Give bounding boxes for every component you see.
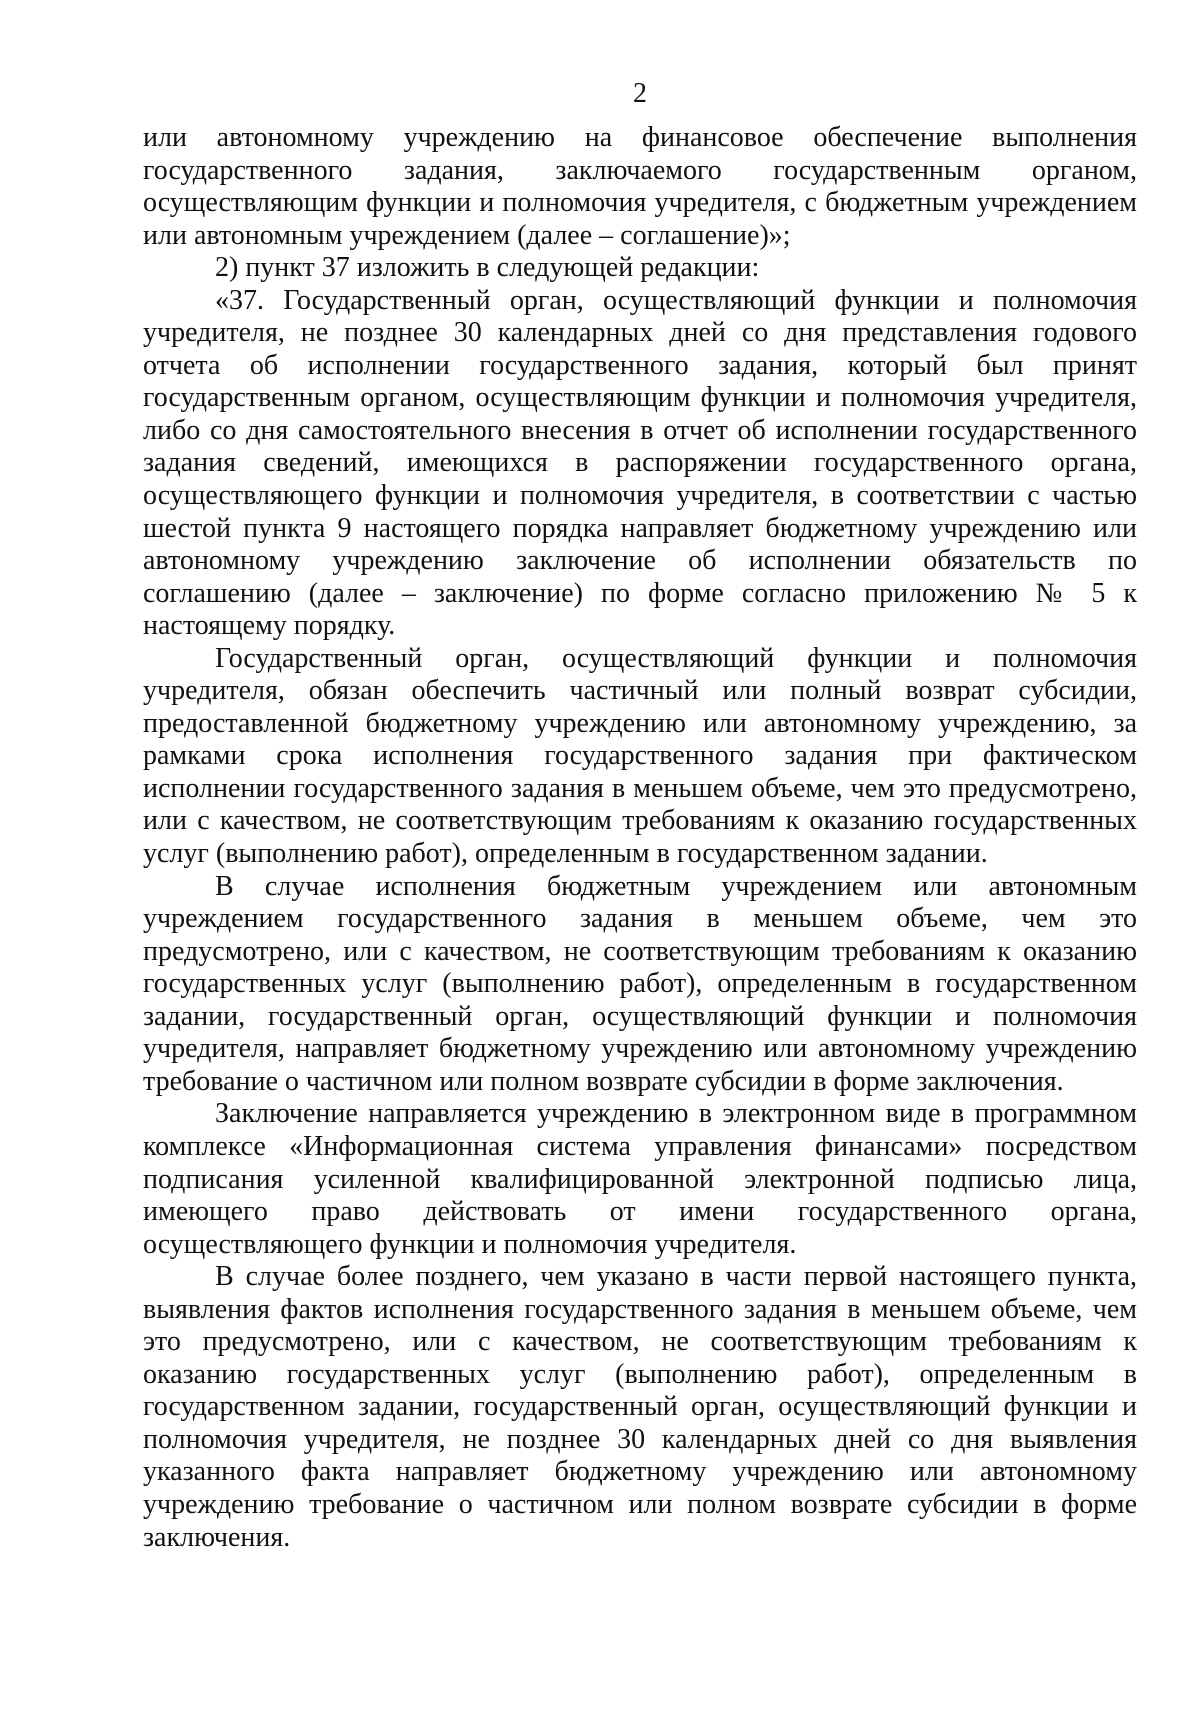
page-number: 2 [633,78,647,109]
paragraph-continuation: или автономному учреждению на финансовое обеспечение выполнения государственного задания, заключаемого государственным органом, осуществляющим функции и полномочия учредителя, с бюджетным учреждением или автономным учреждением (далее – соглашение)»; [143,122,1137,251]
paragraph-point-37: «37. Государственный орган, осуществляющий функции и полномочия учредителя, не позднее 30 календарных дней со дня представления годового отчета об исполнении государственного задания, который был принят государственным органом, осуществляющим функции и полномочия учредителя, либо со дня самостоятельного внесения в отчет об исполнении государственного задания сведений, имеющихся в распоряжении государственного органа, осуществляющего функции и полномочия учредителя, в соответствии с частью шестой пункта 9 настоящего порядка направляет бюджетному учреждению или автономному учреждению заключение об исполнении обязательств по соглашению (далее – заключение) по форме согласно приложению № 5 к настоящему порядку. [143,284,1137,642]
paragraph-reduced-execution: В случае исполнения бюджетным учреждением или автономным учреждением государственного задания в меньшем объеме, чем это предусмотрено, или с качеством, не соответствующим требованиям к оказанию государственных услуг (выполнению работ), определенным в государственном задании, государственный орган, осуществляющий функции и полномочия учредителя, направляет бюджетному учреждению или автономному учреждению требование о частичном или полном возврате субсидии в форме заключения. [143,870,1137,1097]
paragraph-return-obligation: Государственный орган, осуществляющий функции и полномочия учредителя, обязан обеспечить частичный или полный возврат субсидии, предоставленной бюджетному учреждению или автономному учреждению, за рамками срока исполнения государственного задания при фактическом исполнении государственного задания в меньшем объеме, чем это предусмотрено, или с качеством, не соответствующим требованиям к оказанию государственных услуг (выполнению работ), определенным в государственном задании. [143,642,1137,870]
paragraph-electronic-sending: Заключение направляется учреждению в электронном виде в программном комплексе «Информационная система управления финансами» посредством подписания усиленной квалифицированной электронной подписью лица, имеющего право действовать от имени государственного органа, осуществляющего функции и полномочия учредителя. [143,1098,1137,1260]
paragraph-late-detection: В случае более позднего, чем указано в части первой настоящего пункта, выявления фактов исполнения государственного задания в меньшем объеме, чем это предусмотрено, или с качеством, не соответствующим требованиям к оказанию государственных услуг (выполнению работ), определенным в государственном задании, государственный орган, осуществляющий функции и полномочия учредителя, не позднее 30 календарных дней со дня выявления указанного факта направляет бюджетному учреждению или автономному учреждению требование о частичном или полном возврате субсидии в форме заключения. [143,1261,1137,1553]
document-body [143,122,1137,1554]
paragraph-item-2: 2) пункт 37 изложить в следующей редакции: [215,252,760,284]
